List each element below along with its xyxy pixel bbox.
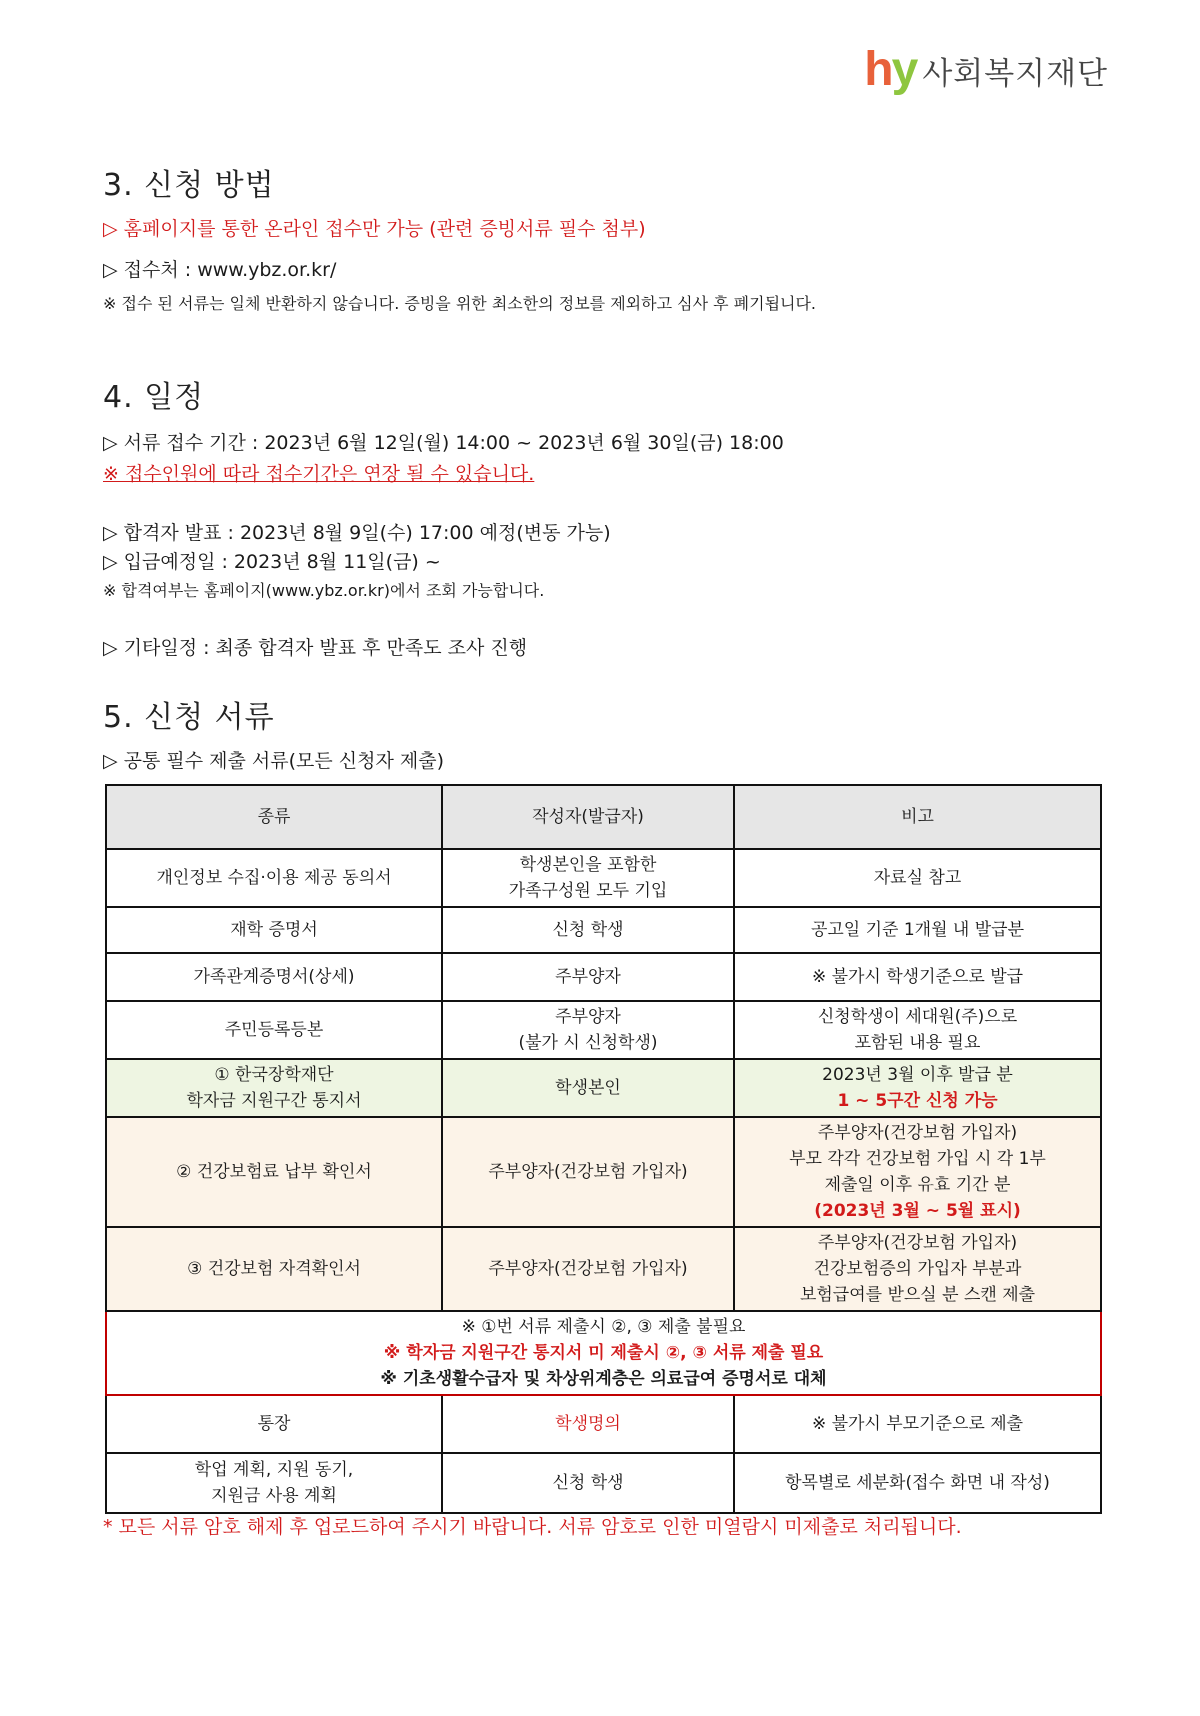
cell-issuer: 학생명의	[442, 1395, 734, 1453]
cell-type: 재학 증명서	[106, 907, 442, 953]
cell-line: 주부양자(건강보험 가입자)	[817, 1123, 1018, 1143]
logo-text: 사회복지재단	[922, 55, 1108, 92]
table-note-3: ※ 기초생활수급자 및 차상위계층은 의료급여 증명서로 대체	[380, 1369, 827, 1389]
table-row	[106, 1001, 1101, 1059]
table-row	[106, 907, 1101, 953]
cell-line: 학업 계획, 지원 동기,	[194, 1460, 354, 1480]
cell-line: 2023년 3월 이후 발급 분	[822, 1065, 1013, 1085]
cell-note	[734, 849, 1101, 907]
cell-line: ※ 불가시 학생기준으로 발급	[811, 967, 1024, 987]
cell-type: 주민등록등본	[106, 1001, 442, 1059]
cell-issuer	[442, 953, 734, 1001]
cell-issuer	[442, 1227, 734, 1311]
cell-line: 학자금 지원구간 통지서	[186, 1091, 362, 1111]
cell-line: 학생본인	[555, 1078, 621, 1098]
section4-period-note: ※ 접수인원에 따라 접수기간은 연장 될 수 있습니다.	[103, 463, 535, 485]
cell-line: 자료실 참고	[873, 868, 962, 888]
section3-line1: ▷ 홈페이지를 통한 온라인 접수만 가능 (관련 증빙서류 필수 첨부)	[103, 218, 646, 240]
table-notes-row	[106, 1311, 1101, 1395]
cell-line: 주부양자(건강보험 가입자)	[488, 1162, 688, 1182]
section3-title: 3. 신청 방법	[103, 168, 275, 203]
cell-line: 신청학생이 세대원(주)으로	[817, 1007, 1018, 1027]
cell-type: ② 건강보험료 납부 확인서	[106, 1117, 442, 1227]
cell-line: 지원금 사용 계획	[211, 1486, 337, 1506]
cell-note: ※ 불가시 부모기준으로 제출	[734, 1395, 1101, 1453]
table-row	[106, 1453, 1101, 1513]
table-header-row	[106, 785, 1101, 849]
footnote: * 모든 서류 암호 해제 후 업로드하여 주시기 바랍니다. 서류 암호로 인한 미열람시 미제출로 처리됩니다.	[103, 1516, 962, 1538]
section4-period: ▷ 서류 접수 기간 : 2023년 6월 12일(월) 14:00 ~ 2023년 6월 30일(금) 18:00	[103, 432, 784, 454]
logo	[864, 43, 1108, 96]
cell-issuer	[442, 1059, 734, 1117]
cell-issuer	[442, 1117, 734, 1227]
cell-note	[734, 907, 1101, 953]
documents-table	[105, 784, 1102, 1514]
section4-etc: ▷ 기타일정 : 최종 합격자 발표 후 만족도 조사 진행	[103, 637, 528, 659]
cell-line: 부모 각각 건강보험 가입 시 각 1부	[789, 1149, 1046, 1169]
logo-mark-h: h	[864, 43, 892, 96]
table-note-2: ※ 학자금 지원구간 통지서 미 제출시 ②, ③ 서류 제출 필요	[383, 1343, 824, 1363]
section5-title: 5. 신청 서류	[103, 700, 275, 735]
section5-subtitle: ▷ 공통 필수 제출 서류(모든 신청자 제출)	[103, 750, 444, 772]
cell-note	[734, 1117, 1101, 1227]
cell-type	[106, 1059, 442, 1117]
cell-line: ① 한국장학재단	[214, 1065, 334, 1085]
cell-note	[734, 953, 1101, 1001]
cell-line: 주부양자	[555, 1007, 621, 1027]
cell-line-red: 1 ~ 5구간 신청 가능	[837, 1091, 998, 1111]
table-note-1: ※ ①번 서류 제출시 ②, ③ 제출 불필요	[461, 1317, 746, 1337]
cell-line: 공고일 기준 1개월 내 발급분	[810, 920, 1025, 940]
cell-line: 제출일 이후 유효 기간 분	[824, 1175, 1011, 1195]
cell-note	[734, 1001, 1101, 1059]
section3-note: ※ 접수 된 서류는 일체 반환하지 않습니다. 증빙을 위한 최소한의 정보를 제외하고 심사 후 폐기됩니다.	[103, 294, 817, 313]
cell-type	[106, 1453, 442, 1513]
section4-result-note: ※ 합격여부는 홈페이지(www.ybz.or.kr)에서 조회 가능합니다.	[103, 581, 545, 600]
cell-issuer	[442, 849, 734, 907]
section4-deposit: ▷ 입금예정일 : 2023년 8월 11일(금) ~	[103, 551, 441, 573]
cell-note	[734, 1227, 1101, 1311]
cell-issuer	[442, 1001, 734, 1059]
cell-line: 보험급여를 받으실 분 스캔 제출	[799, 1285, 1036, 1305]
cell-note: 항목별로 세분화(접수 화면 내 작성)	[734, 1453, 1101, 1513]
section4-title: 4. 일정	[103, 380, 205, 415]
section3-line2: ▷ 접수처 : www.ybz.or.kr/	[103, 259, 337, 281]
logo-mark	[864, 43, 917, 96]
header-note: 비고	[734, 785, 1101, 849]
table-row	[106, 1395, 1101, 1453]
cell-line: 신청 학생	[552, 920, 624, 940]
cell-line: 주부양자	[555, 967, 621, 987]
logo-mark-y: y	[891, 43, 917, 96]
cell-issuer	[442, 907, 734, 953]
cell-type: 가족관계증명서(상세)	[106, 953, 442, 1001]
cell-line: (불가 시 신청학생)	[518, 1033, 658, 1053]
cell-type: 개인정보 수집·이용 제공 동의서	[106, 849, 442, 907]
cell-type: 통장	[106, 1395, 442, 1453]
table-row	[106, 953, 1101, 1001]
table-row	[106, 1227, 1101, 1311]
cell-type: ③ 건강보험 자격확인서	[106, 1227, 442, 1311]
cell-line-red: (2023년 3월 ~ 5월 표시)	[814, 1201, 1021, 1221]
table-row	[106, 1059, 1101, 1117]
cell-note	[734, 1059, 1101, 1117]
cell-line: 포함된 내용 필요	[854, 1033, 981, 1053]
cell-line: 주부양자(건강보험 가입자)	[817, 1233, 1018, 1253]
table-row	[106, 1117, 1101, 1227]
table-notes-cell	[106, 1311, 1101, 1395]
cell-line: 주부양자(건강보험 가입자)	[488, 1259, 688, 1279]
cell-line: 학생본인을 포함한	[519, 855, 657, 875]
header-type: 종류	[106, 785, 442, 849]
cell-line: 가족구성원 모두 기입	[508, 881, 668, 901]
table-row	[106, 849, 1101, 907]
cell-issuer: 신청 학생	[442, 1453, 734, 1513]
section4-announce: ▷ 합격자 발표 : 2023년 8월 9일(수) 17:00 예정(변동 가능)	[103, 522, 611, 544]
cell-line: 건강보험증의 가입자 부분과	[813, 1259, 1022, 1279]
header-issuer: 작성자(발급자)	[442, 785, 734, 849]
